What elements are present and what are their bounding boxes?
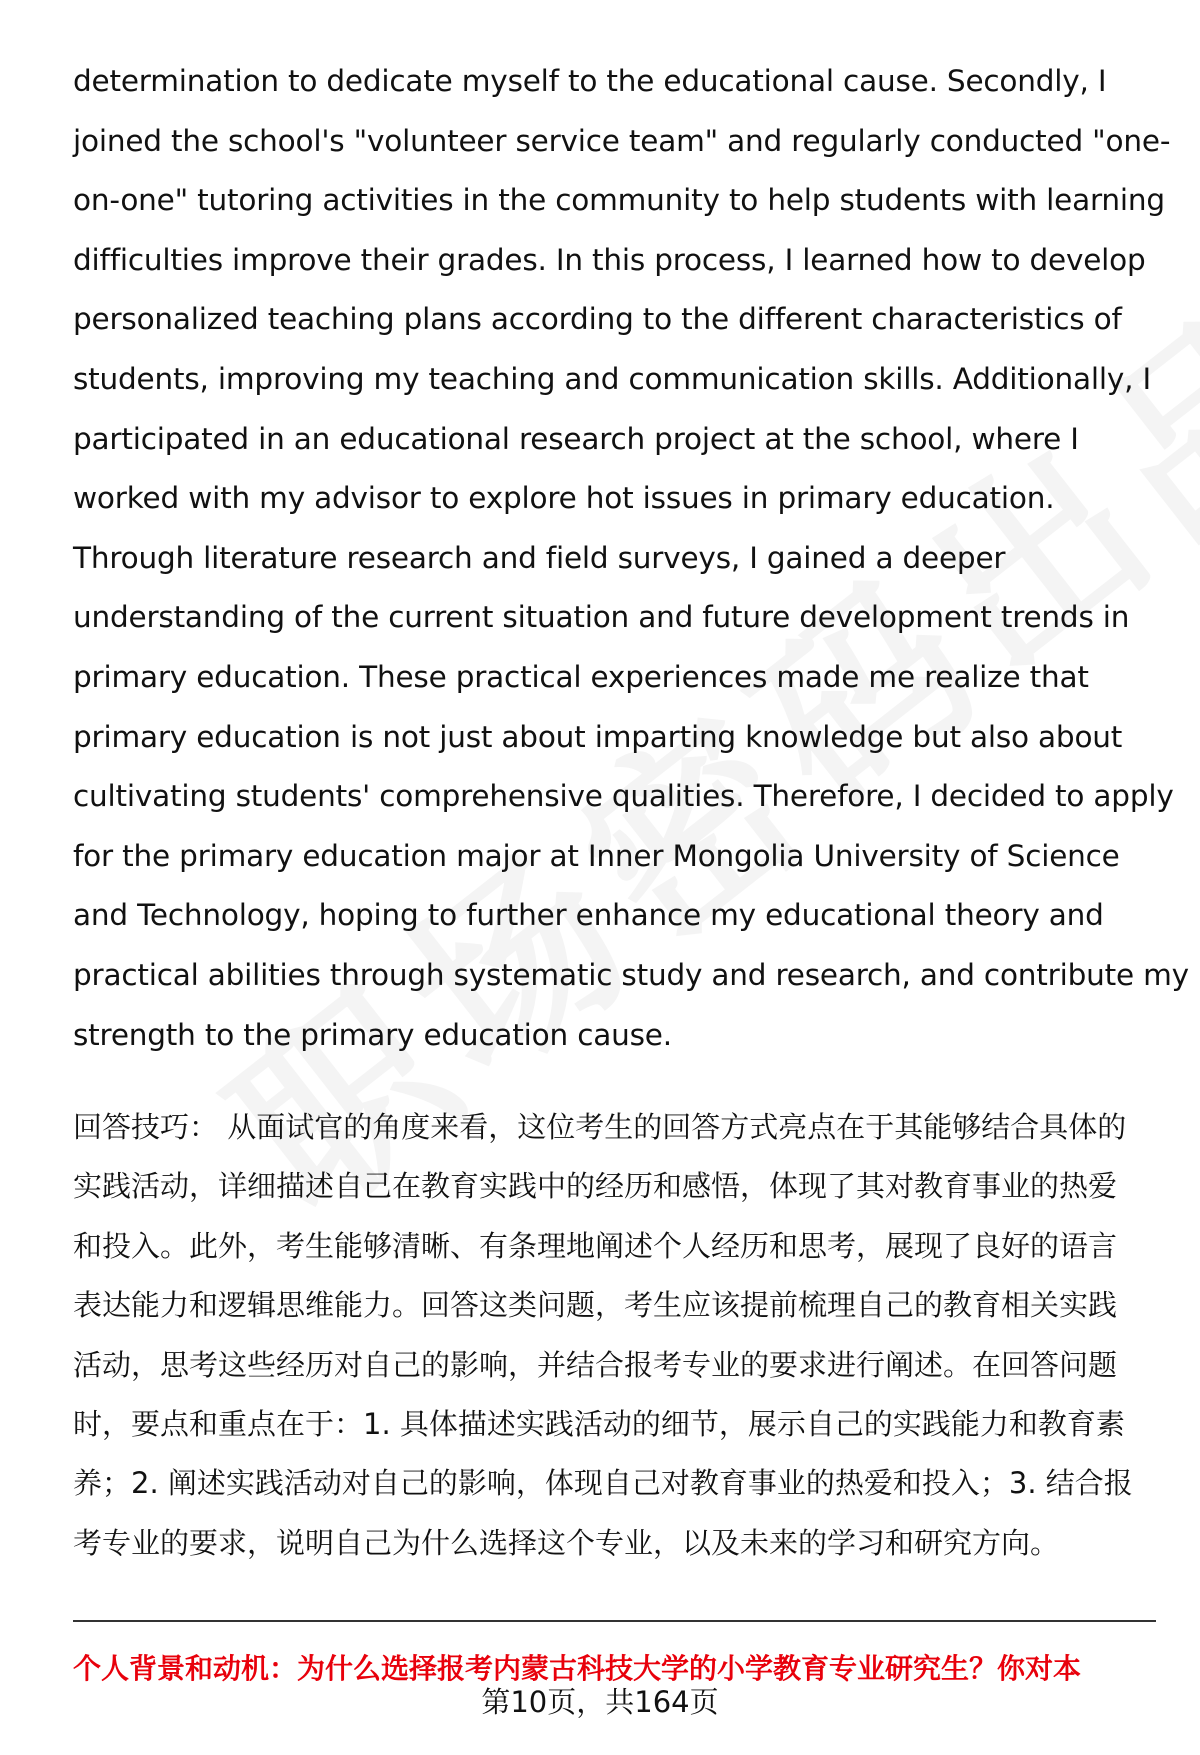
tip-line: 考专业的要求，说明自己为什么选择这个专业，以及未来的学习和研究方向。 [73, 1525, 1060, 1560]
answer-line: Through literature research and field surveys, I gained a deeper [73, 540, 1006, 575]
section-divider [73, 1620, 1156, 1622]
answer-line: participated in an educational research project at the school, where I [73, 421, 1079, 456]
answer-line: and Technology, hoping to further enhance my educational theory and [73, 898, 1104, 933]
answer-line: practical abilities through systematic study and research, and contribute my [73, 957, 1189, 992]
tip-line: 表达能力和逻辑思维能力。回答这类问题，考生应该提前梳理自己的教育相关实践 [73, 1288, 1118, 1323]
tip-line: 养；2. 阐述实践活动对自己的影响，体现自己对教育事业的热爱和投入；3. 结合报 [73, 1466, 1133, 1501]
answer-line: joined the school's "volunteer service team" and regularly conducted "one- [73, 123, 1171, 158]
tip-line: 和投入。此外，考生能够清晰、有条理地阐述个人经历和思考，展现了良好的语言 [73, 1228, 1118, 1263]
answer-line: primary education is not just about imparting knowledge but also about [73, 719, 1123, 754]
answer-line: strength to the primary education cause. [73, 1017, 672, 1052]
next-question-heading: 个人背景和动机：为什么选择报考内蒙古科技大学的小学教育专业研究生？你对本 [73, 1652, 1082, 1685]
answer-line: on-one" tutoring activities in the community to help students with learning [73, 183, 1165, 218]
answer-line: difficulties improve their grades. In this process, I learned how to develop [73, 242, 1146, 277]
answer-line: for the primary education major at Inner Mongolia University of Science [73, 838, 1120, 873]
tip-line: 实践活动，详细描述自己在教育实践中的经历和感悟，体现了其对教育事业的热爱 [73, 1169, 1118, 1204]
tip-line: 活动，思考这些经历对自己的影响，并结合报考专业的要求进行阐述。在回答问题 [73, 1347, 1118, 1382]
answer-tips [73, 1098, 1163, 1573]
answer-line: students, improving my teaching and communication skills. Additionally, I [73, 361, 1151, 396]
page-content [73, 52, 1189, 1573]
page-number-footer: 第10页，共164页 [481, 1685, 719, 1719]
answer-line: determination to dedicate myself to the educational cause. Secondly, I [73, 64, 1107, 98]
answer-line: cultivating students' comprehensive qualities. Therefore, I decided to apply [73, 779, 1174, 814]
answer-line: personalized teaching plans according to the different characteristics of [73, 302, 1122, 337]
answer-line: primary education. These practical experiences made me realize that [73, 659, 1089, 694]
tip-line: 回答技巧： 从面试官的角度来看，这位考生的回答方式亮点在于其能够结合具体的 [73, 1110, 1127, 1145]
answer-line: worked with my advisor to explore hot issues in primary education. [73, 481, 1055, 516]
tip-line: 时，要点和重点在于：1. 具体描述实践活动的细节，展示自己的实践能力和教育素 [73, 1407, 1125, 1442]
answer-paragraph [73, 52, 1189, 1065]
answer-line: understanding of the current situation and future development trends in [73, 600, 1130, 635]
